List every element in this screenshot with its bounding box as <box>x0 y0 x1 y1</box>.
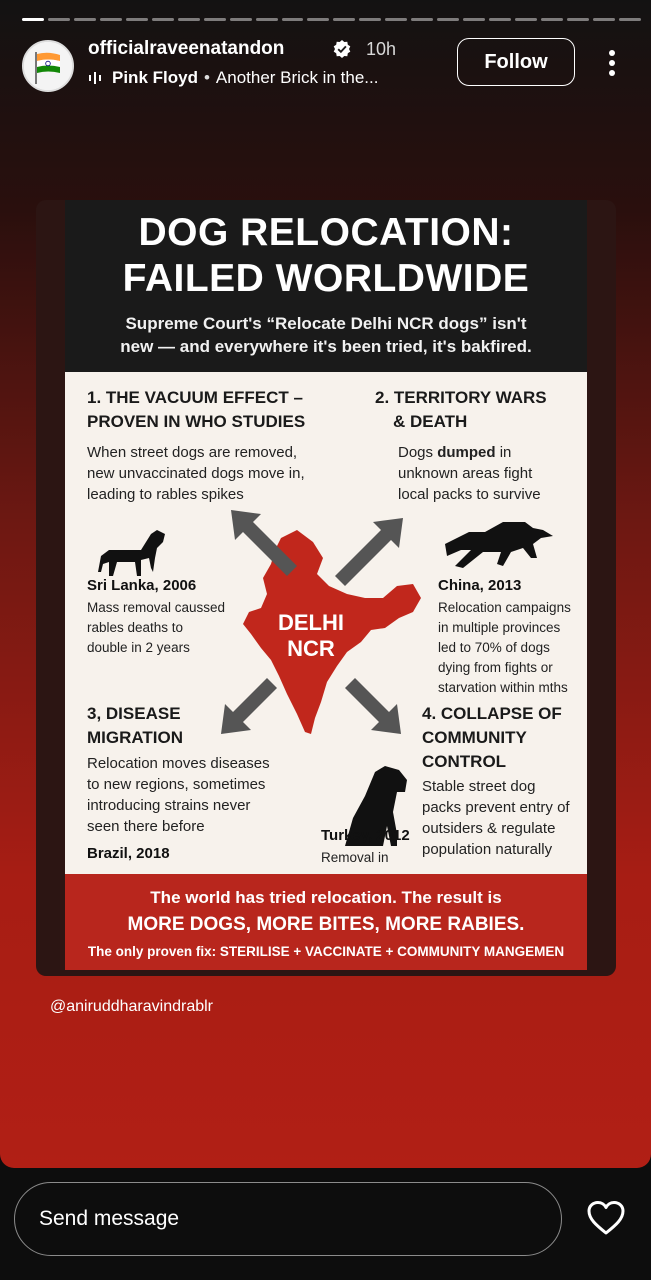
section-1-title-l2: PROVEN IN WHO STUDIES <box>87 412 306 431</box>
progress-segment <box>256 18 278 21</box>
music-attribution[interactable] <box>88 68 378 88</box>
username[interactable]: officialraveenatandon <box>88 38 285 59</box>
section-1-text-l3: leading to rables spikes <box>87 486 244 503</box>
section-2-title-l1: 2. TERRITORY WARS <box>375 388 547 407</box>
music-separator: • <box>203 68 210 87</box>
music-track: Another Brick in the... <box>215 68 379 87</box>
poster-title <box>65 200 587 302</box>
story-progress-bar <box>22 18 641 21</box>
avatar[interactable] <box>22 40 74 92</box>
case-brazil-title: Brazil, 2018 <box>87 845 170 862</box>
progress-segment <box>22 18 44 21</box>
map-label-line-2: NCR <box>287 636 335 661</box>
poster-footer-line-2: MORE DOGS, MORE BITES, MORE RABIES. <box>127 914 525 935</box>
progress-segment <box>333 18 355 21</box>
story-image <box>36 200 616 976</box>
section-4-text-l3: outsiders & regulate <box>422 820 556 837</box>
section-2-text-l1-pre: Dogs <box>398 444 438 461</box>
arrow-down-left-icon <box>221 678 277 734</box>
mention-sticker[interactable]: @aniruddharavindrablr <box>50 998 213 1015</box>
section-2-text-l1-bold: dumped <box>437 444 496 461</box>
dog-standing-icon <box>98 530 165 576</box>
progress-segment <box>204 18 226 21</box>
verified-badge-icon <box>332 39 352 59</box>
arrow-down-right-icon <box>345 678 401 734</box>
section-3-text-l2: to new regions, sometimes <box>87 776 266 793</box>
section-3-text-l1: Relocation moves diseases <box>87 755 270 772</box>
poster-body <box>65 372 587 874</box>
section-1-title-l1: 1. THE VACUUM EFFECT – <box>87 388 303 407</box>
section-3-text-l3: introducing strains never <box>87 797 251 814</box>
progress-segment <box>100 18 122 21</box>
progress-segment <box>178 18 200 21</box>
section-4-text-l4: population naturally <box>422 841 553 858</box>
section-1-text <box>87 442 305 505</box>
follow-button[interactable]: Follow <box>457 38 575 86</box>
progress-segment <box>48 18 70 21</box>
section-2-title-l2: & DEATH <box>393 412 468 431</box>
case-turkey-title: Turkey, 2012 <box>321 827 410 844</box>
case-srilanka-text <box>87 598 225 658</box>
send-message-input[interactable]: Send message <box>14 1182 562 1256</box>
audio-bars-icon <box>88 71 106 85</box>
section-1-text-l1: When street dogs are removed, <box>87 444 298 461</box>
section-3-title <box>87 702 183 750</box>
poster-subtitle <box>65 312 587 358</box>
case-china-l2: in multiple provinces <box>438 620 561 635</box>
section-2-text-l3: local packs to survive <box>398 486 541 503</box>
section-2-text-l1 <box>398 442 541 463</box>
section-4-text <box>422 776 570 860</box>
case-srilanka-l1: Mass removal caussed <box>87 600 226 615</box>
section-2-text <box>398 442 541 505</box>
section-3-text-l4: seen there before <box>87 818 205 835</box>
dog-running-icon <box>445 522 553 568</box>
case-china-l1: Relocation campaigns <box>438 600 571 615</box>
case-srilanka-title: Sri Lanka, 2006 <box>87 577 197 594</box>
poster-title-line-2: FAILED WORLDWIDE <box>122 257 530 300</box>
poster-footer <box>65 874 587 970</box>
progress-segment <box>619 18 641 21</box>
progress-segment <box>307 18 329 21</box>
poster-title-line-1: DOG RELOCATION: <box>138 211 514 254</box>
progress-segment <box>567 18 589 21</box>
section-4-text-l2: packs prevent entry of <box>422 799 570 816</box>
progress-segment <box>385 18 407 21</box>
section-4-title-l3: CONTROL <box>422 752 507 771</box>
section-1-text-l2: new unvaccinated dogs move in, <box>87 465 305 482</box>
section-3-title-l2: MIGRATION <box>87 728 184 747</box>
map-label-line-1: DELHI <box>278 610 344 635</box>
case-srilanka-l2: rables deaths to <box>87 620 184 635</box>
progress-segment <box>126 18 148 21</box>
poster-header <box>65 200 587 372</box>
progress-segment <box>282 18 304 21</box>
poster-subtitle-line-2: new — and everywhere it's been tried, it's bakfired. <box>120 337 532 356</box>
poster-footer-line-1: The world has tried relocation. The result is <box>150 888 502 907</box>
case-srilanka-l3: double in 2 years <box>87 640 190 655</box>
poster-footer-line-3: The only proven fix: STERILISE + VACCINATE + COMMUNITY MANGEMEN <box>87 944 565 959</box>
section-2-text-l1-post: in <box>495 444 512 461</box>
progress-segment <box>437 18 459 21</box>
progress-segment <box>411 18 433 21</box>
case-china-title: China, 2013 <box>438 577 522 594</box>
progress-segment <box>463 18 485 21</box>
post-time: 10h <box>366 39 397 59</box>
poster-subtitle-line-1: Supreme Court's “Relocate Delhi NCR dogs” isn't <box>125 314 527 333</box>
progress-segment <box>541 18 563 21</box>
section-2-title <box>375 386 547 434</box>
progress-segment <box>74 18 96 21</box>
section-3-text <box>87 753 270 837</box>
progress-segment <box>593 18 615 21</box>
progress-segment <box>489 18 511 21</box>
progress-segment <box>152 18 174 21</box>
section-4-title <box>422 702 562 774</box>
case-china-text <box>438 598 571 698</box>
section-3-title-l1: 3, DISEASE <box>87 704 181 723</box>
progress-segment <box>515 18 537 21</box>
case-china-l5: starvation within mths <box>438 680 568 695</box>
case-turkey-l1: Removal in <box>321 850 389 865</box>
section-4-title-l2: COMMUNITY <box>422 728 527 747</box>
india-flag-avatar-icon <box>24 42 72 90</box>
case-china-l4: dying from fights or <box>438 660 553 675</box>
heart-icon[interactable] <box>586 1200 626 1236</box>
more-vertical-icon[interactable] <box>600 47 624 79</box>
case-china-l3: led to 70% of dogs <box>438 640 550 655</box>
progress-segment <box>359 18 381 21</box>
section-4-title-l1: 4. COLLAPSE OF <box>422 704 562 723</box>
progress-segment <box>230 18 252 21</box>
music-artist: Pink Floyd <box>112 68 198 87</box>
section-4-text-l1: Stable street dog <box>422 778 536 795</box>
section-2-text-l2: unknown areas fight <box>398 465 533 482</box>
section-1-title <box>87 386 305 434</box>
arrow-up-right-icon <box>335 518 403 586</box>
